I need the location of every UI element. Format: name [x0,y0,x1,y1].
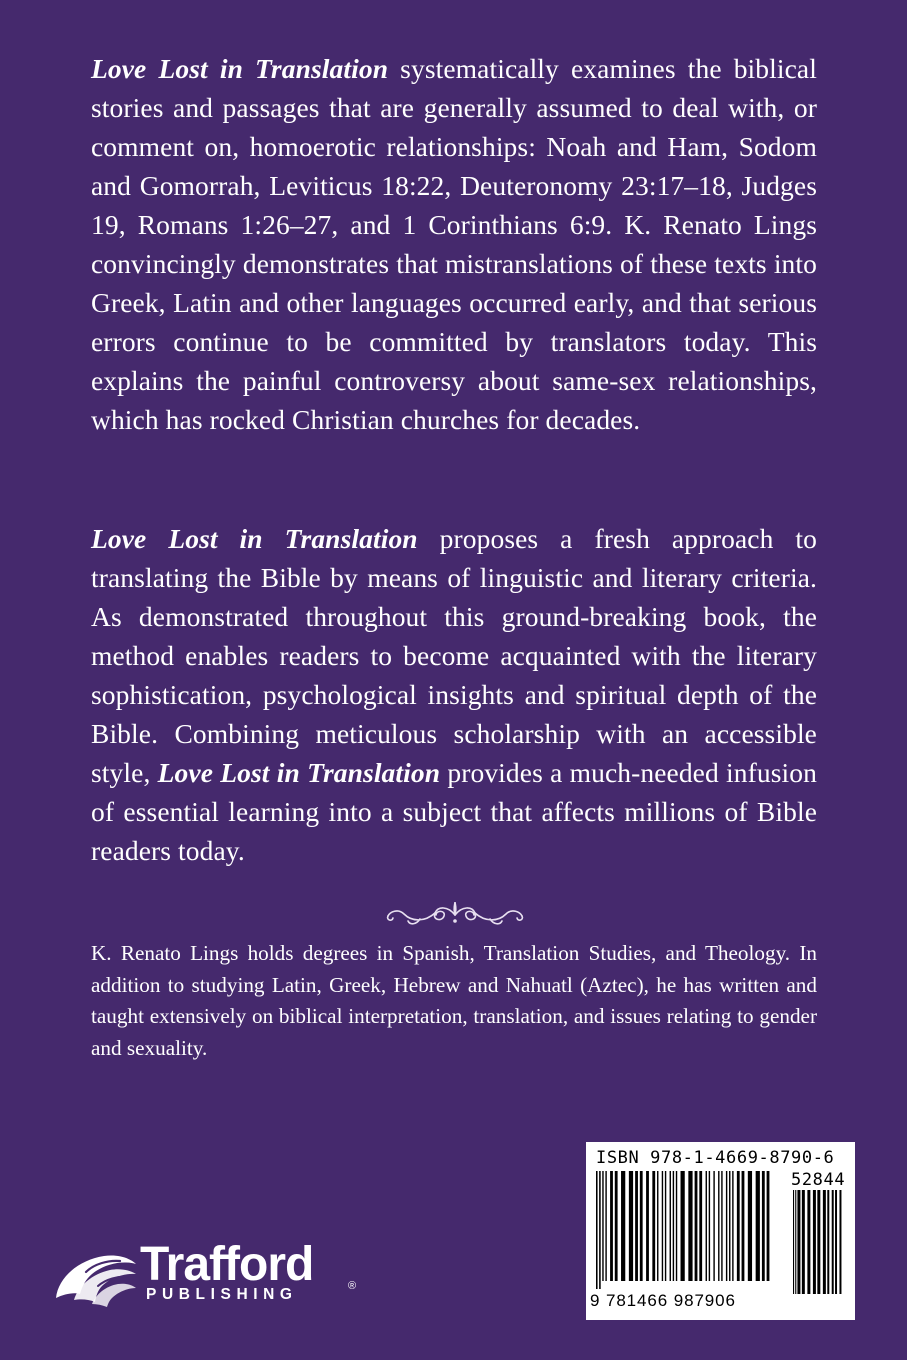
description-paragraph-2-text-a: proposes a fresh approach to translating the Bible by means of linguistic and literary criteria. As demonstrated throughout this ground-breaking book, the method enables readers to become acquainted with the literary sophistication, psychological insights and spiritual depth of the Bible. Combining meticulous scholarship with an accessible style, [91,523,817,788]
trafford-wave-logo-icon [52,1242,142,1308]
ean-barcode-bars [596,1171,776,1289]
description-paragraph-1-text: systematically examines the biblical stories and passages that are generally assumed to deal with, or comment on, homoerotic relationships: Noah and Ham, Sodom and Gomorrah, Leviticus 18:22, Deuteronomy 23:17–18, Judges 19, Romans 1:26–27, and 1 Corinthians 6:9. K. Renato Lings convincingly demonstrates that mistranslations of these texts into Greek, Latin and other languages occurred early, and that serious errors continue to be committed by translators today. This explains the painful controversy about same-sex relationships, which has rocked Christian churches for decades. [91,53,817,435]
publisher-name: Trafford [140,1238,314,1291]
publisher-logo [52,1240,362,1314]
flourish-divider-icon [380,898,530,932]
description-paragraph-2 [91,519,817,870]
description-paragraph-1 [91,49,817,439]
book-title-italic: Love Lost in Translation [91,523,418,554]
publisher-subtitle: PUBLISHING [146,1286,298,1303]
author-bio: K. Renato Lings holds degrees in Spanish, Translation Studies, and Theology. In addition to studying Latin, Greek, Hebrew and Nahuatl (Aztec), he has written and taught extensively on biblical interpretation, translation, and issues relating to gender and sexuality. [91,941,817,1060]
price-code: 52844 [791,1170,846,1190]
book-title-italic: Love Lost in Translation [91,53,389,84]
isbn-label: ISBN 978-1-4669-8790-6 [596,1148,835,1168]
registered-mark: ® [348,1280,357,1292]
ean-digits: 9 781466 987906 [590,1291,736,1310]
isbn-barcode [586,1142,855,1320]
addon-barcode-bars [793,1190,845,1294]
description-paragraph-2-text-b: provides a much-needed infusion of essential learning into a subject that affects millions of Bible readers today. [91,757,817,866]
book-title-italic: Love Lost in Translation [157,757,441,788]
